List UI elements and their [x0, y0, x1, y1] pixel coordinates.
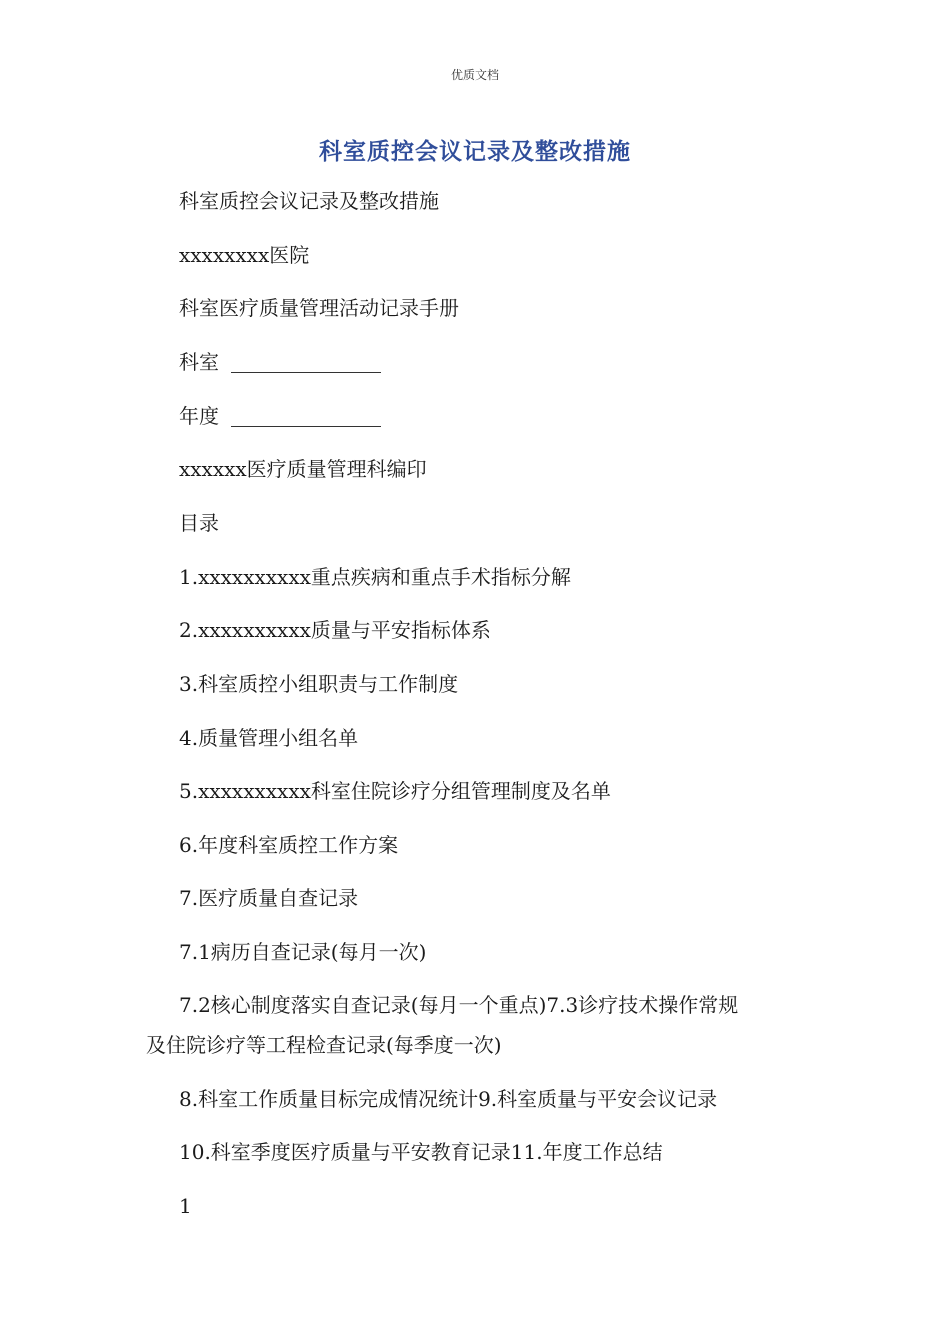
toc-item: 5.xxxxxxxxxx科室住院诊疗分组管理制度及名单	[179, 779, 611, 803]
toc-item: 2.xxxxxxxxxx质量与平安指标体系	[179, 618, 491, 642]
document-title: 科室质控会议记录及整改措施	[319, 139, 631, 165]
hospital-name: xxxxxxxx医院	[179, 243, 310, 267]
toc-item: 7.医疗质量自查记录	[179, 886, 359, 910]
toc-item: 1.xxxxxxxxxx重点疾病和重点手术指标分解	[179, 565, 571, 589]
page-number: 1	[179, 1194, 192, 1218]
toc-item: 7.2核心制度落实自查记录(每月一个重点)7.3诊疗技术操作常规	[179, 993, 739, 1017]
year-blank	[231, 406, 381, 427]
header-label: 优质文档	[450, 68, 499, 82]
department-blank	[231, 352, 381, 373]
toc-item-continued: 及住院诊疗等工程检查记录(每季度一次)	[146, 1033, 502, 1057]
toc-heading: 目录	[179, 511, 219, 535]
department-label: 科室	[179, 350, 219, 374]
year-field	[179, 404, 381, 428]
compiler-line: xxxxxx医疗质量管理科编印	[179, 457, 427, 481]
toc-item: 8.科室工作质量目标完成情况统计9.科室质量与平安会议记录	[179, 1087, 718, 1111]
year-label: 年度	[179, 404, 219, 428]
toc-item: 7.1病历自查记录(每月一次)	[179, 940, 427, 964]
toc-item: 3.科室质控小组职责与工作制度	[179, 672, 459, 696]
toc-item: 10.科室季度医疗质量与平安教育记录11.年度工作总结	[179, 1140, 663, 1164]
subtitle: 科室质控会议记录及整改措施	[179, 189, 439, 213]
department-field	[179, 350, 381, 374]
handbook-title: 科室医疗质量管理活动记录手册	[179, 296, 459, 320]
toc-item: 4.质量管理小组名单	[179, 726, 359, 750]
toc-item: 6.年度科室质控工作方案	[179, 833, 399, 857]
